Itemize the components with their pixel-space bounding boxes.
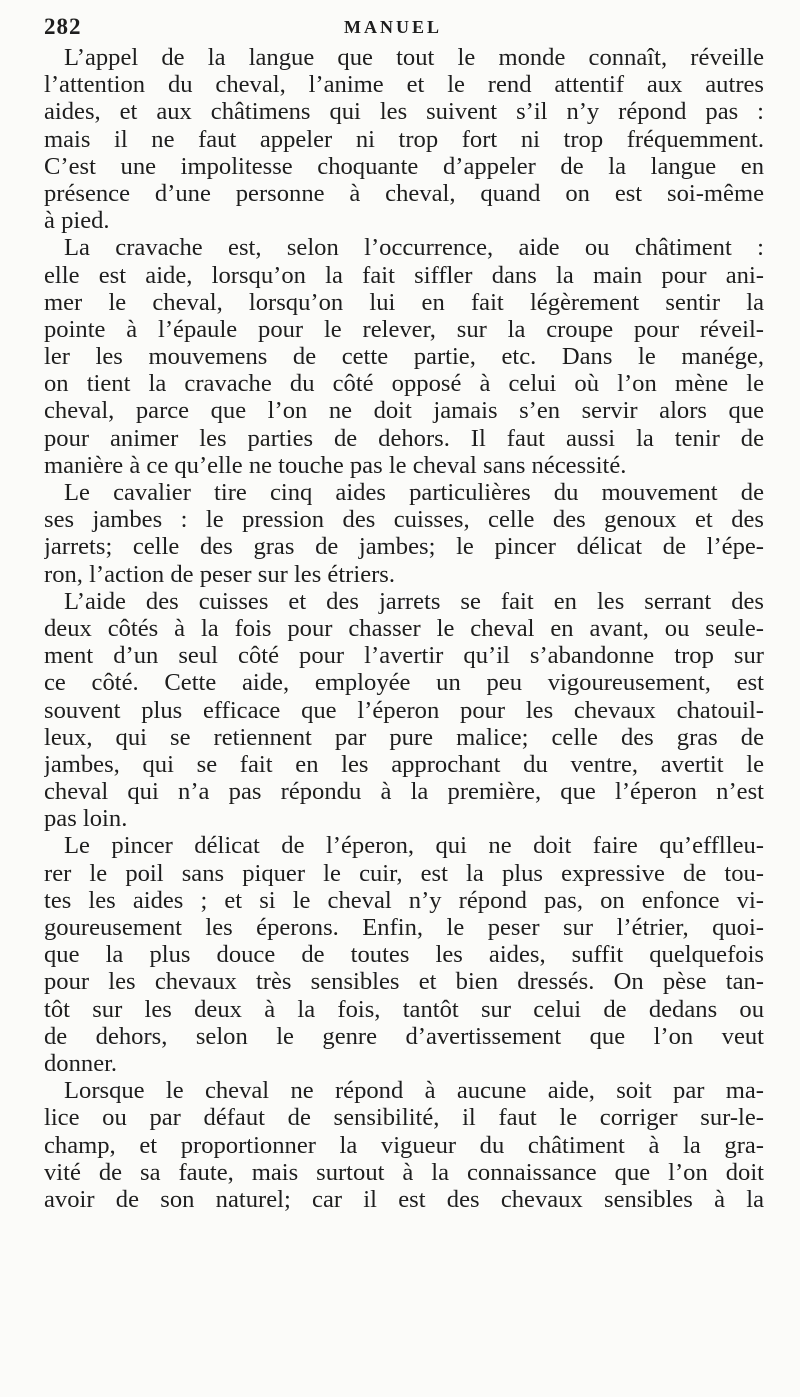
- text-line: lice ou par défaut de sensibilité, il faut le corriger sur-le-: [44, 1104, 764, 1132]
- text-line: souvent plus efficace que l’éperon pour les chevaux chatouil-: [44, 696, 764, 724]
- text-line: ler les mouvemens de cette partie, etc. Dans le manége,: [44, 343, 764, 371]
- text-line: cheval, parce que l’on ne doit jamais s’en servir alors que: [44, 397, 764, 425]
- text-line: pour animer les parties de dehors. Il faut aussi la tenir de: [44, 424, 764, 452]
- text-line: La cravache est, selon l’occurrence, aide ou châtiment :: [64, 234, 764, 262]
- text-line: ce côté. Cette aide, employée un peu vigoureusement, est: [44, 669, 764, 697]
- text-line: jambes, qui se fait en les approchant du ventre, avertit le: [44, 750, 764, 778]
- text-line: donner.: [44, 1049, 118, 1077]
- text-line: de dehors, selon le genre d’avertissement que l’on veut: [44, 1022, 764, 1050]
- text-line: avoir de son naturel; car il est des chevaux sensibles à la: [44, 1185, 764, 1213]
- text-line: champ, et proportionner la vigueur du châtiment à la gra-: [44, 1131, 764, 1159]
- text-line: aides, et aux châtimens qui les suivent s’il n’y répond pas :: [44, 98, 764, 126]
- text-line: deux côtés à la fois pour chasser le cheval en avant, ou seule-: [44, 614, 764, 642]
- text-line: Lorsque le cheval ne répond à aucune aide, soit par ma-: [64, 1077, 764, 1105]
- text-line: ses jambes : le pression des cuisses, celle des genoux et des: [44, 506, 764, 534]
- text-line: rer le poil sans piquer le cuir, est la plus expressive de tou-: [44, 859, 764, 887]
- text-line: l’attention du cheval, l’anime et le rend attentif aux autres: [44, 71, 764, 99]
- text-line: pour les chevaux très sensibles et bien dressés. On pèse tan-: [44, 968, 764, 996]
- text-line: goureusement les éperons. Enfin, le peser sur l’étrier, quoi-: [44, 914, 764, 941]
- text-line: à pied.: [44, 207, 110, 235]
- text-line: vité de sa faute, mais surtout à la connaissance que l’on doit: [44, 1158, 764, 1186]
- running-title: MANUEL: [344, 17, 442, 37]
- text-line: L’aide des cuisses et des jarrets se fait en les serrant des: [64, 587, 764, 615]
- text-line: ment d’un seul côté pour l’avertir qu’il s’abandonne trop sur: [44, 642, 764, 670]
- text-line: ron, l’action de peser sur les étriers.: [44, 560, 396, 588]
- text-line: Le cavalier tire cinq aides particulières du mouvement de: [64, 479, 764, 506]
- text-line: jarrets; celle des gras de jambes; le pincer délicat de l’épe-: [44, 533, 764, 561]
- text-line: elle est aide, lorsqu’on la fait siffler dans la main pour ani-: [44, 261, 764, 289]
- page-header: [44, 14, 756, 42]
- text-line: pas loin.: [44, 805, 128, 833]
- text-line: que la plus douce de toutes les aides, suffit quelquefois: [44, 941, 764, 969]
- text-line: manière à ce qu’elle ne touche pas le cheval sans nécessité.: [44, 451, 627, 479]
- text-line: pointe à l’épaule pour le relever, sur la croupe pour réveil-: [44, 315, 764, 343]
- page-number: 282: [44, 14, 82, 39]
- text-line: L’appel de la langue que tout le monde connaît, réveille: [64, 44, 764, 71]
- text-line: leux, qui se retiennent par pure malice; celle des gras de: [44, 723, 764, 751]
- text-line: présence d’une personne à cheval, quand on est soi-même: [44, 179, 764, 207]
- body-text: [44, 44, 764, 1213]
- text-line: mais il ne faut appeler ni trop fort ni trop fréquemment.: [44, 125, 764, 153]
- text-line: C’est une impolitesse choquante d’appeler de la langue en: [44, 152, 764, 180]
- text-line: Le pincer délicat de l’éperon, qui ne doit faire qu’efflleu-: [64, 832, 764, 860]
- text-line: on tient la cravache du côté opposé à celui où l’on mène le: [44, 370, 764, 398]
- text-line: mer le cheval, lorsqu’on lui en fait légèrement sentir la: [44, 288, 764, 316]
- text-line: tôt sur les deux à la fois, tantôt sur celui de dedans ou: [44, 995, 764, 1023]
- text-line: cheval qui n’a pas répondu à la première, que l’éperon n’est: [44, 778, 764, 806]
- text-line: tes les aides ; et si le cheval n’y répond pas, on enfonce vi-: [44, 886, 764, 914]
